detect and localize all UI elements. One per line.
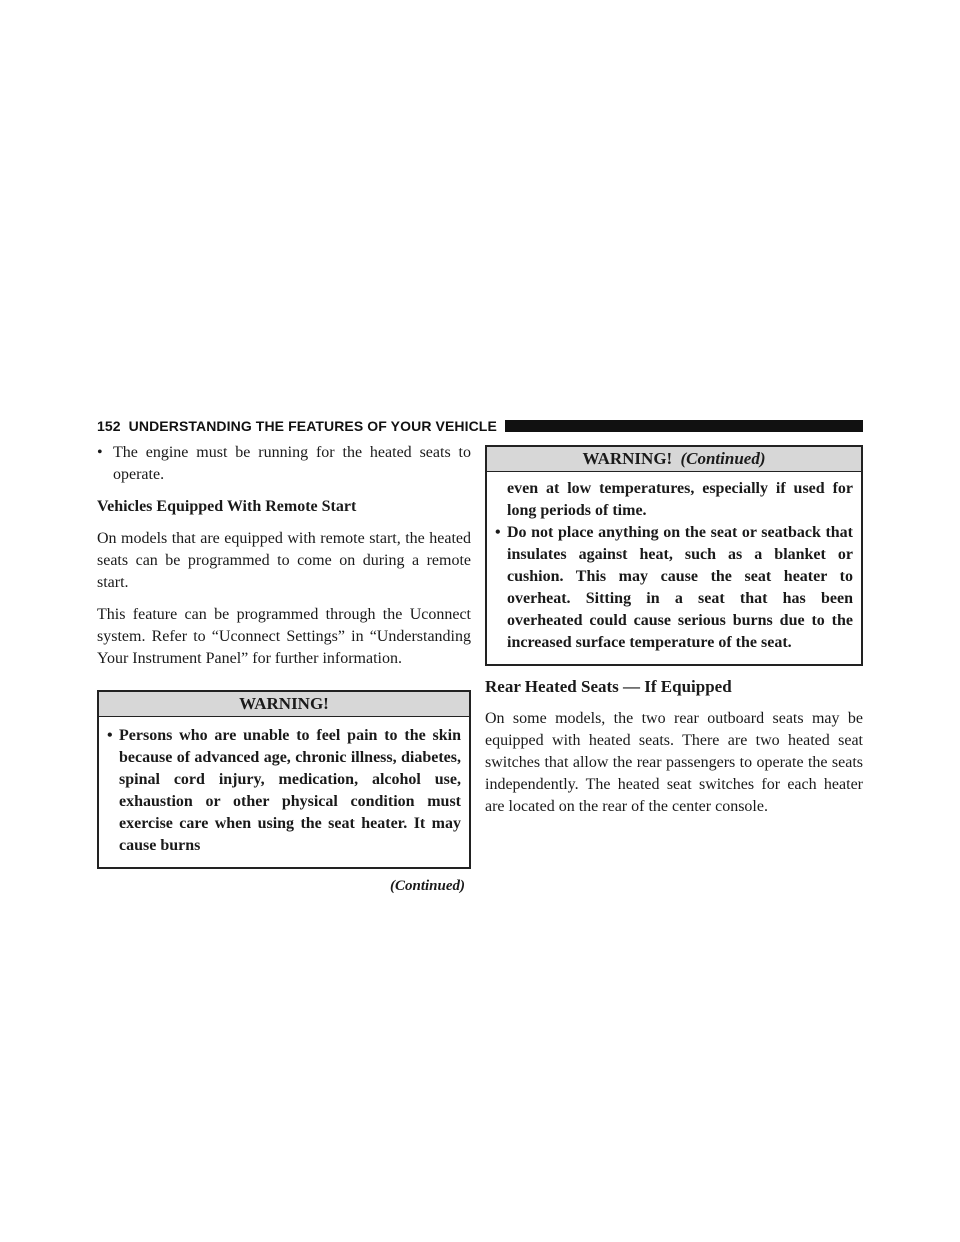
warning-continued-text: (Continued) <box>680 449 766 468</box>
continued-label: (Continued) <box>389 878 465 894</box>
warning-bullet-text: Do not place anything on the seat or seatback that insulates against heat, such as a blanket or cushion. This may cause the seat heater to overheat. Sitting in a seat that has been overheated could cause serious burns due to the increased surface temperature of the seat. <box>507 524 853 651</box>
remote-start-paragraph-2: This feature can be programmed through the Uconnect system. Refer to “Uconnect Settings” in “Understanding Your Instrument Panel” for further information. <box>97 606 471 667</box>
warning-bullet-2 <box>495 522 853 654</box>
bullet-text: The engine must be running for the heated seats to operate. <box>113 444 471 483</box>
warning-title <box>99 692 469 717</box>
remote-start-paragraph-1: On models that are equipped with remote start, the heated seats can be programmed to come on during a remote start. <box>97 530 471 591</box>
warning-carry-text: even at low temperatures, especially if used for long periods of time. <box>507 480 853 519</box>
rear-heated-seats-heading: Rear Heated Seats — If Equipped <box>485 677 732 696</box>
remote-start-heading: Vehicles Equipped With Remote Start <box>97 498 357 515</box>
warning-title-text: WARNING! <box>582 449 673 468</box>
warning-box <box>97 690 471 869</box>
warning-bullet-text: Persons who are unable to feel pain to the skin because of advanced age, chronic illness, diabetes, spinal cord injury, medication, alcohol use, exhaustion or other physical condition must exercise care when using the seat heater. It may cause burns <box>119 727 461 854</box>
section-title: UNDERSTANDING THE FEATURES OF YOUR VEHICLE <box>128 418 497 434</box>
right-column <box>485 442 863 818</box>
warning-title-text: WARNING! <box>239 694 329 713</box>
warning-title-continued <box>487 447 861 472</box>
bullet-dot: • <box>495 524 501 541</box>
warning-box-continued <box>485 445 863 666</box>
warning-body-continued <box>487 472 861 664</box>
rear-heated-seats-paragraph: On some models, the two rear outboard seats may be equipped with heated seats. There are two heated seat switches that allow the rear passengers to operate the seats independently. The heated seat switches for each heater are located on the rear of the center console. <box>485 710 863 815</box>
warning-body <box>99 717 469 867</box>
warning-bullet-1 <box>107 725 461 857</box>
bullet-engine-running <box>97 442 471 486</box>
bullet-dot: • <box>97 444 103 461</box>
header-rule <box>505 420 863 432</box>
left-column <box>97 442 471 897</box>
bullet-dot: • <box>107 727 113 744</box>
page-number: 152 <box>97 418 121 434</box>
page-header <box>97 415 863 437</box>
